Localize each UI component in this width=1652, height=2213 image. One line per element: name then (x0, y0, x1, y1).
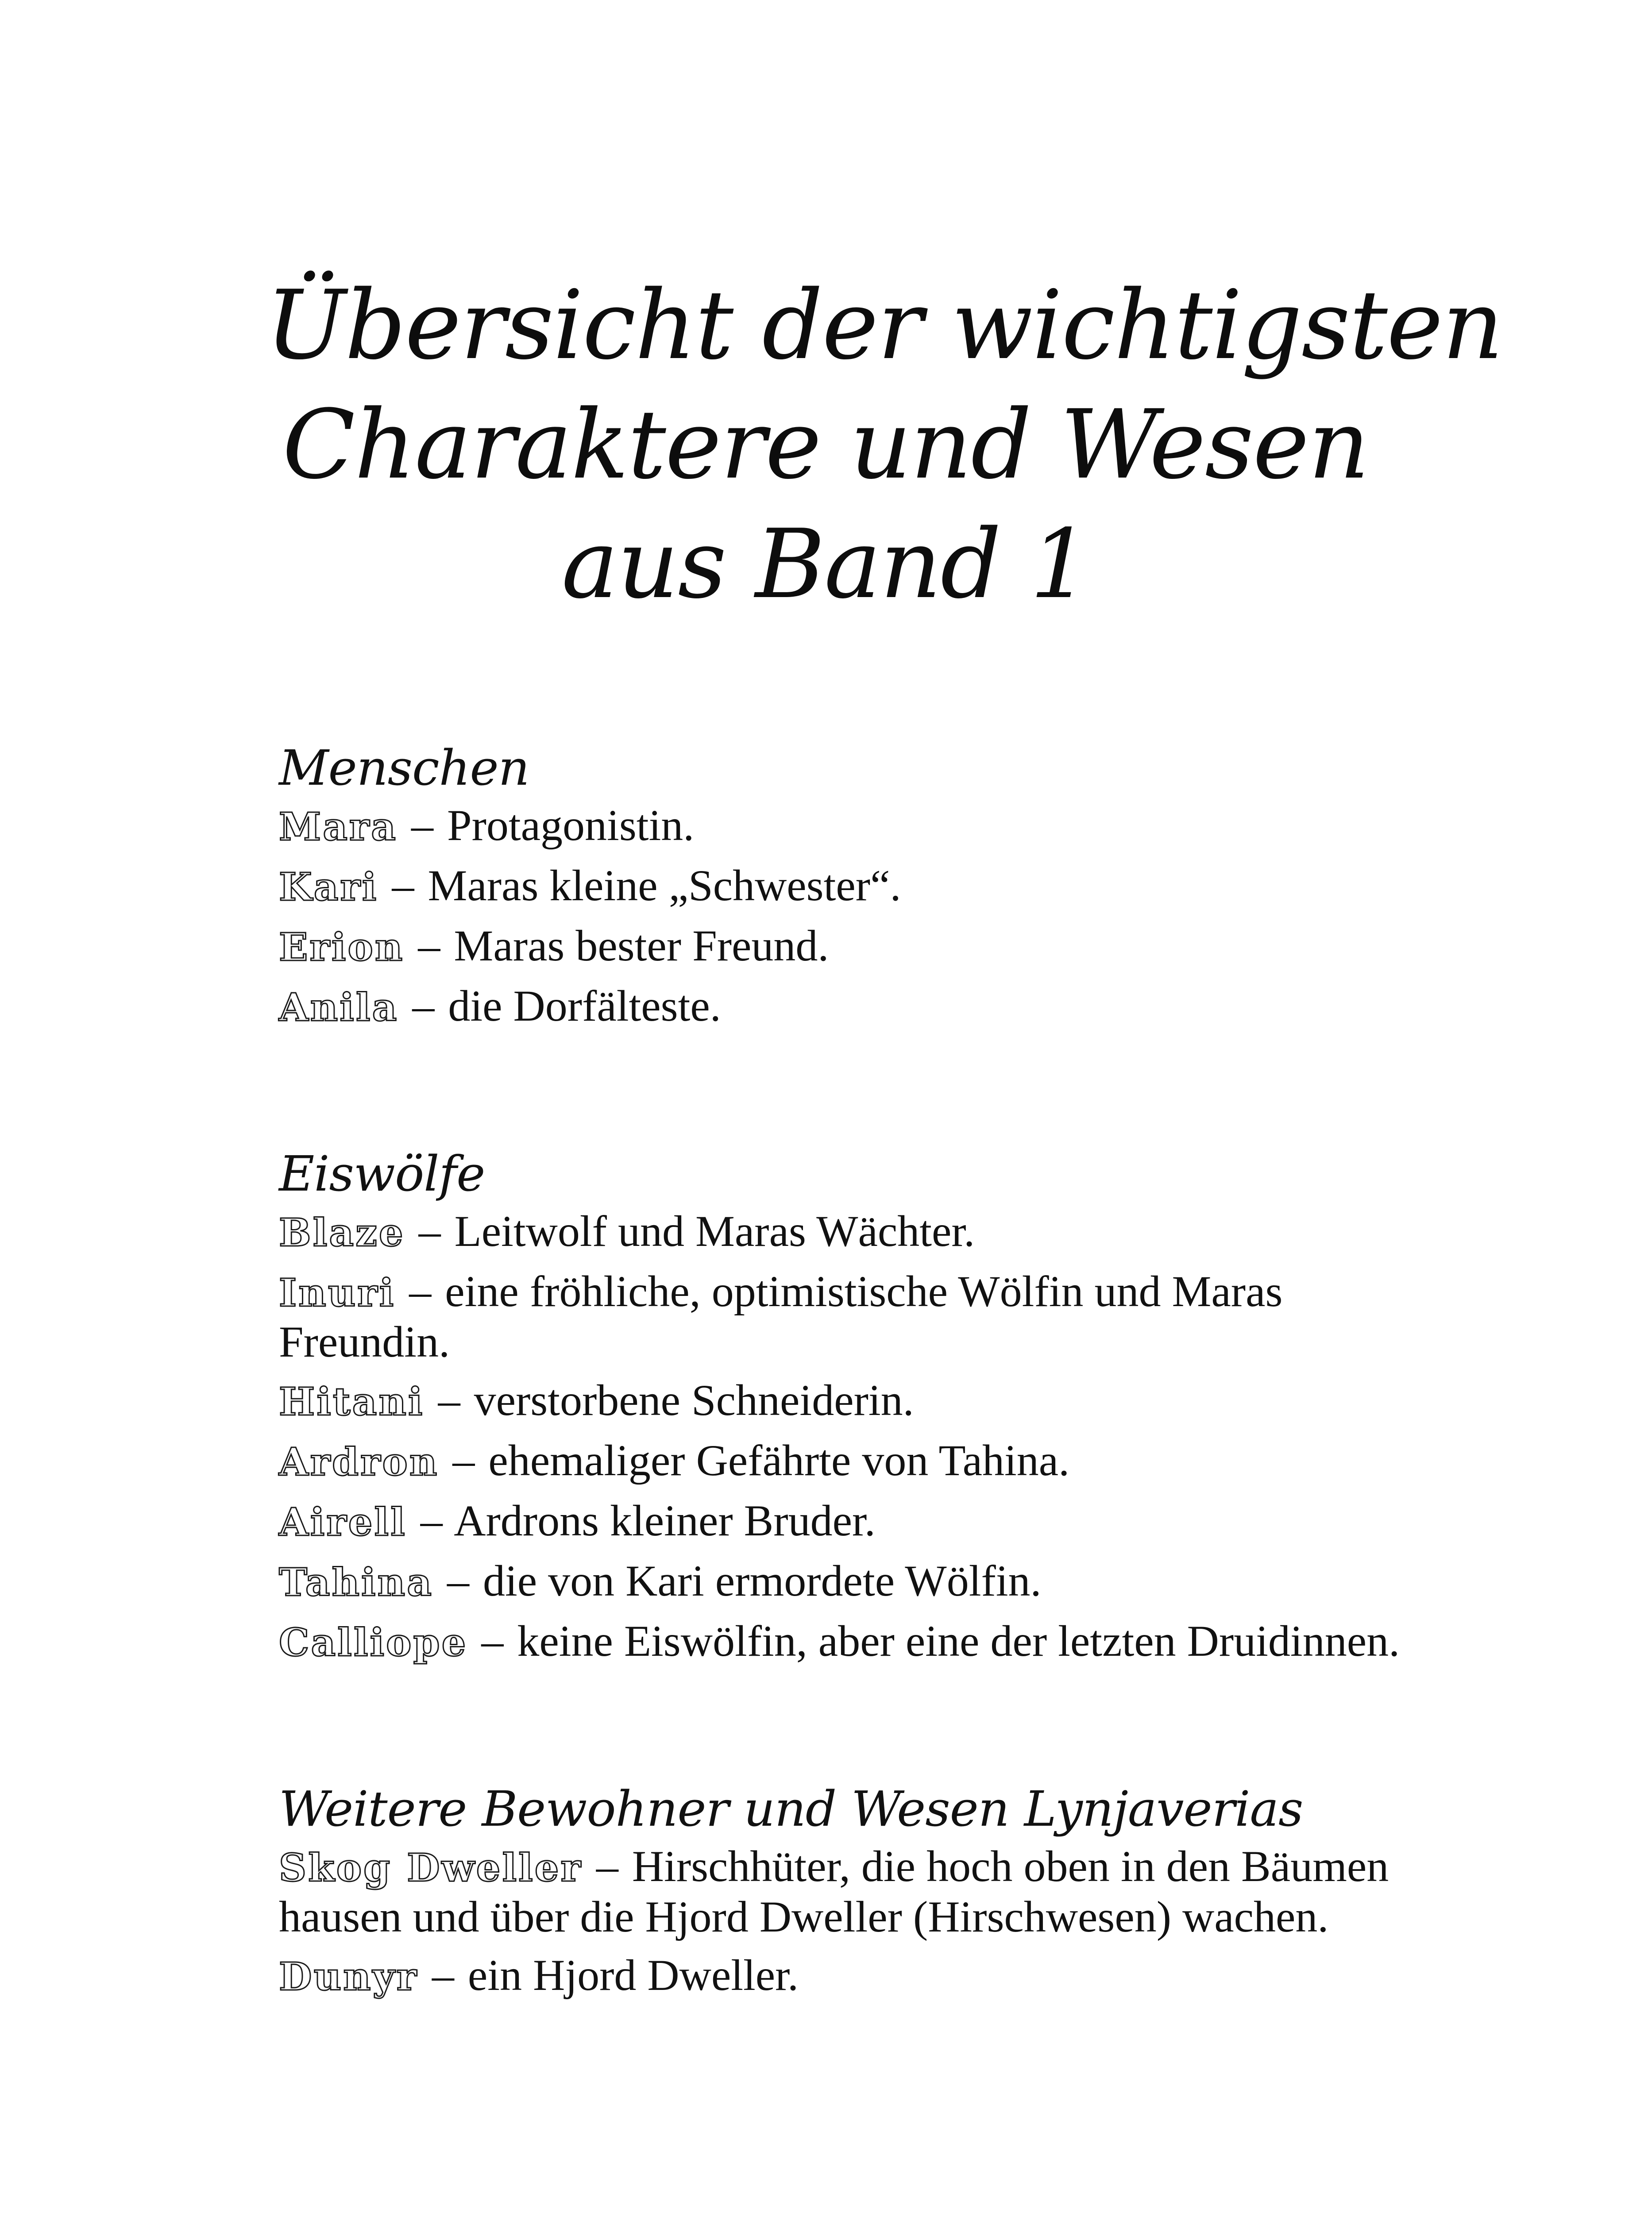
separator-dash: – (420, 1496, 443, 1545)
character-description: eine fröhliche, optimistische Wölfin und Maras Freundin. (279, 1267, 1283, 1366)
character-entry (279, 1207, 1430, 1257)
character-name: Anila (279, 985, 399, 1030)
character-description: die Dorfälteste. (448, 981, 721, 1030)
character-name: Blaze (279, 1211, 405, 1255)
character-name: Skog Dweller (279, 1846, 583, 1890)
character-name: Ardron (279, 1440, 439, 1484)
section-eiswoelfe (279, 1141, 1430, 1667)
character-name: Kari (279, 865, 378, 910)
character-description: verstorbene Schneiderin. (474, 1376, 914, 1425)
section-heading: Menschen (279, 740, 529, 796)
character-entry (279, 921, 1430, 972)
character-overview (279, 735, 1430, 2011)
separator-dash: – (481, 1616, 504, 1666)
separator-dash: – (412, 981, 435, 1030)
character-description: Protagonistin. (447, 801, 695, 850)
separator-dash: – (409, 1267, 432, 1316)
separator-dash: – (438, 1376, 460, 1425)
separator-dash: – (452, 1436, 475, 1485)
character-name: Dunyr (279, 1955, 418, 1999)
character-description: keine Eiswölfin, aber eine der letzten Druidinnen. (517, 1616, 1400, 1666)
character-entry (279, 1951, 1430, 2001)
character-name: Mara (279, 805, 398, 849)
character-entry (279, 1496, 1430, 1547)
character-description: Leitwolf und Maras Wächter. (454, 1207, 975, 1256)
character-entry (279, 861, 1430, 912)
separator-dash: – (411, 801, 433, 850)
character-entry (279, 1376, 1430, 1426)
separator-dash: – (447, 1556, 469, 1605)
section-heading: Weitere Bewohner und Wesen Lynjaverias (279, 1781, 1303, 1837)
character-entry (279, 1557, 1430, 1607)
separator-dash: – (432, 1951, 454, 2000)
character-description: Maras bester Freund. (454, 921, 829, 970)
section-menschen (279, 735, 1430, 1032)
character-description: ein Hjord Dweller. (467, 1951, 799, 2000)
character-entry (279, 1842, 1430, 1941)
character-entry (279, 1617, 1430, 1667)
character-description: Maras kleine „Schwester“. (428, 861, 901, 910)
character-entry (279, 801, 1430, 852)
title-line-1: Übersicht der wichtigsten (266, 270, 1503, 381)
section-heading: Eiswölfe (279, 1145, 485, 1202)
title-line-2: Charaktere und Wesen (282, 389, 1369, 500)
separator-dash: – (392, 861, 414, 910)
page-title (266, 266, 1503, 624)
separator-dash: – (418, 921, 440, 970)
separator-dash: – (596, 1842, 618, 1891)
character-description: ehemaliger Gefährte von Tahina. (488, 1436, 1070, 1485)
character-entry (279, 1436, 1430, 1487)
character-name: Hitani (279, 1380, 425, 1424)
character-name: Erion (279, 925, 405, 970)
title-line-3: aus Band 1 (561, 509, 1090, 620)
character-name: Calliope (279, 1620, 468, 1665)
character-entry (279, 1267, 1430, 1366)
character-name: Inuri (279, 1271, 396, 1315)
character-entry (279, 982, 1430, 1032)
character-description: Hirschhüter, die hoch oben in den Bäumen hausen und über die Hjord Dweller (Hirschwesen) wachen. (279, 1842, 1389, 1941)
character-name: Tahina (279, 1560, 433, 1605)
character-name: Airell (279, 1500, 407, 1545)
separator-dash: – (418, 1207, 441, 1256)
section-weitere-bewohner (279, 1776, 1430, 2001)
character-description: Ardrons kleiner Bruder. (454, 1496, 876, 1545)
character-description: die von Kari ermordete Wölfin. (482, 1556, 1042, 1605)
